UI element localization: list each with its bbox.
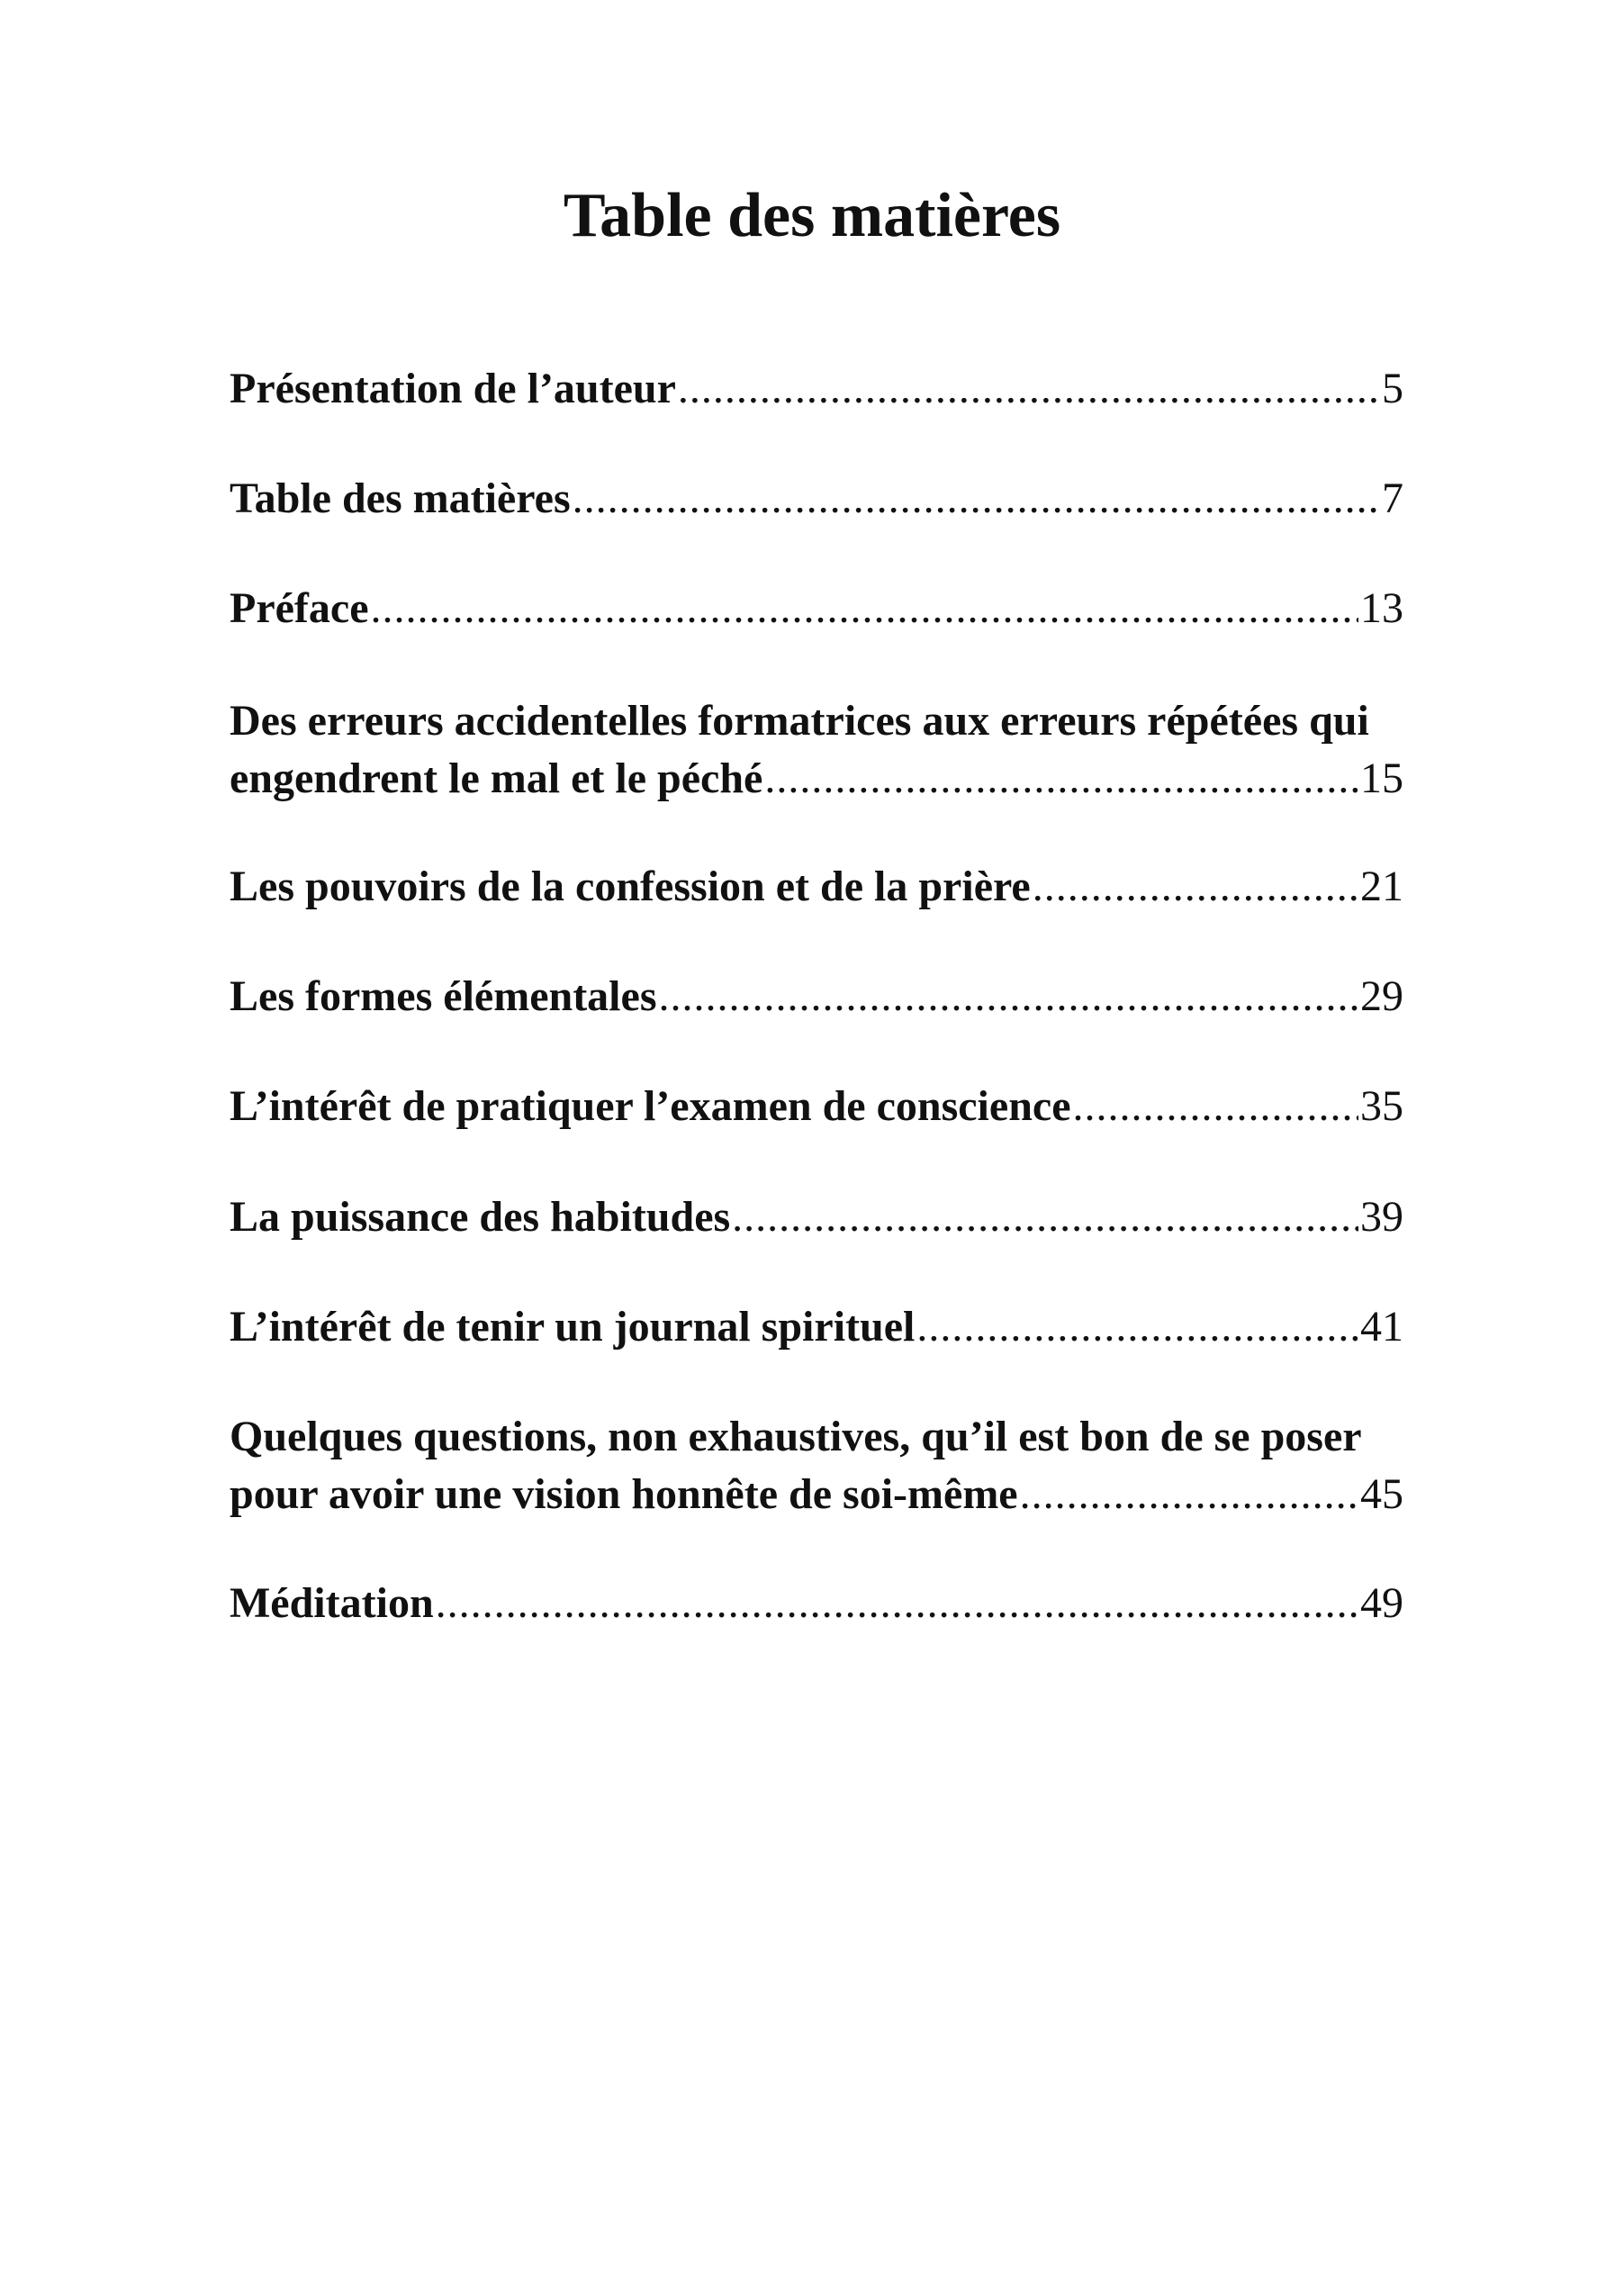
dot-leader (659, 968, 1359, 1026)
toc-page-number: 13 (1360, 584, 1403, 632)
toc-entry-label: Méditation (230, 1579, 434, 1627)
toc-page-number: 41 (1360, 1303, 1403, 1351)
dot-leader (573, 470, 1380, 528)
dot-leader (764, 750, 1358, 808)
toc-entry-line (230, 1466, 1403, 1523)
toc-entry-quelques-questions[interactable] (230, 1408, 1403, 1523)
toc-page-number: 15 (1360, 754, 1403, 802)
toc-entry-line (230, 470, 1403, 528)
toc-entry-line (230, 750, 1403, 808)
toc-entry-label: Table des matières (230, 474, 571, 522)
toc-entry-table-des-matieres[interactable] (230, 470, 1403, 528)
toc-entry-label: engendrent le mal et le péché (230, 754, 763, 802)
dot-leader (678, 360, 1380, 418)
dot-leader (1033, 858, 1358, 916)
toc-entry-label-line1: Quelques questions, non exhaustives, qu’il est bon de se poser (230, 1413, 1362, 1460)
toc-entry-label: Les formes élémentales (230, 972, 657, 1020)
page-title: Table des matières (563, 181, 1061, 250)
toc-entry-journal-spirituel[interactable] (230, 1298, 1403, 1356)
toc-page-number: 29 (1360, 972, 1403, 1020)
toc-entry-examen-de-conscience[interactable] (230, 1078, 1403, 1135)
toc-entry-habitudes[interactable] (230, 1188, 1403, 1246)
toc-entry-line (230, 580, 1403, 637)
toc-entry-line (230, 1188, 1403, 1246)
toc-entry-preface[interactable] (230, 580, 1403, 637)
toc-entry-les-pouvoirs[interactable] (230, 858, 1403, 916)
toc-entry-label: Les pouvoirs de la confession et de la prière (230, 863, 1031, 910)
toc-entry-line (230, 1078, 1403, 1135)
dot-leader (916, 1298, 1358, 1356)
toc-page-number: 49 (1360, 1579, 1403, 1627)
toc-entry-label: pour avoir une vision honnête de soi-même (230, 1470, 1018, 1518)
toc-entry-line (230, 1298, 1403, 1356)
toc-page-number: 7 (1382, 474, 1403, 522)
toc-page-number: 45 (1360, 1470, 1403, 1518)
toc-entry-des-erreurs[interactable] (230, 692, 1403, 808)
toc-entry-presentation[interactable] (230, 360, 1403, 418)
dot-leader (436, 1575, 1358, 1632)
toc-entry-label-line1: Des erreurs accidentelles formatrices aux erreurs répétées qui (230, 697, 1369, 745)
toc-entry-line (230, 360, 1403, 418)
dot-leader (1073, 1078, 1359, 1135)
toc-entry-label: Présentation de l’auteur (230, 365, 676, 412)
toc-page-number: 35 (1360, 1082, 1403, 1130)
toc-entry-line (230, 968, 1403, 1026)
toc-entry-label: L’intérêt de tenir un journal spirituel (230, 1303, 916, 1351)
toc-entry-meditation[interactable] (230, 1575, 1403, 1632)
toc-page-number: 5 (1382, 365, 1403, 412)
dot-leader (732, 1188, 1358, 1246)
toc-page-number: 39 (1360, 1193, 1403, 1241)
toc-entry-line (230, 858, 1403, 916)
toc-entry-label: La puissance des habitudes (230, 1193, 731, 1241)
dot-leader (371, 580, 1358, 637)
toc-entry-label: Préface (230, 584, 369, 632)
dot-leader (1020, 1466, 1358, 1523)
toc-entry-label: L’intérêt de pratiquer l’examen de conscience (230, 1082, 1071, 1130)
toc-page-number: 21 (1360, 863, 1403, 910)
toc-entry-line (230, 1575, 1403, 1632)
toc-entry-les-formes[interactable] (230, 968, 1403, 1026)
